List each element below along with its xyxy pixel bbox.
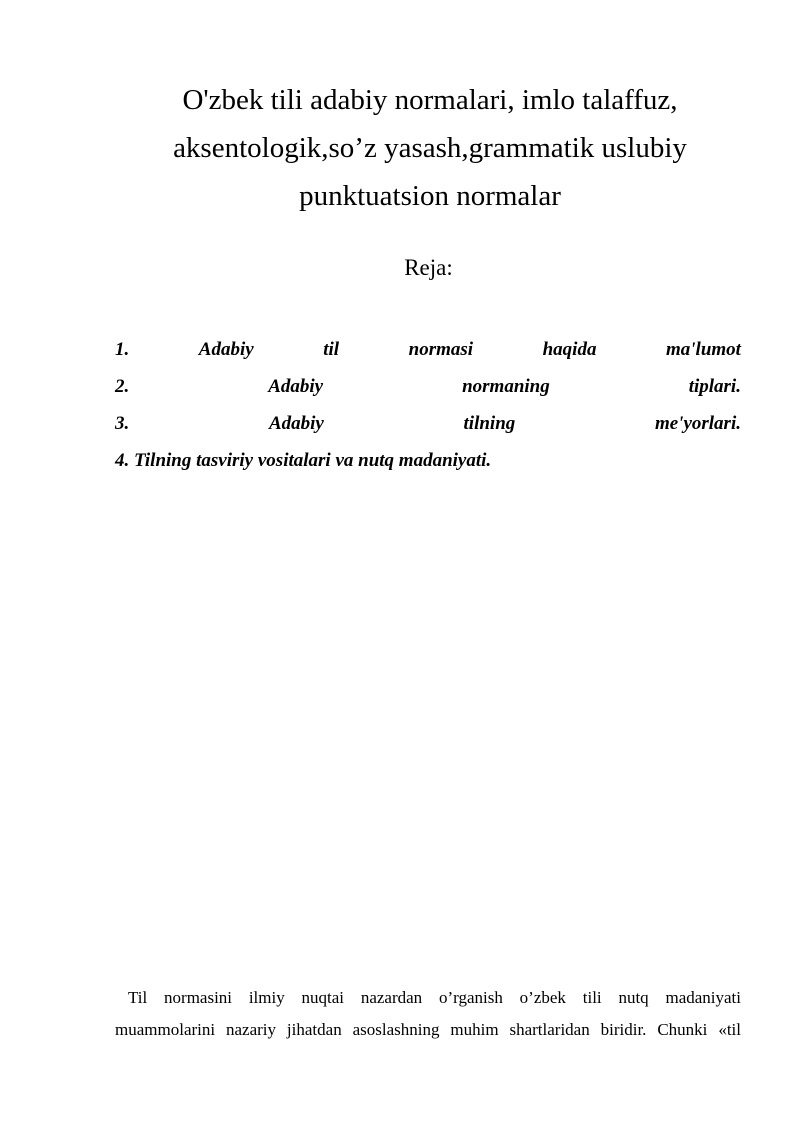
plan-item bbox=[115, 447, 741, 484]
plan-word: 1. bbox=[115, 339, 130, 360]
plan-word: Adabiy bbox=[268, 376, 324, 397]
title-line: aksentologik,so’z yasash,grammatik uslubiy bbox=[173, 132, 687, 164]
plan-word: 2. bbox=[115, 376, 130, 397]
plan-word: normaning bbox=[462, 376, 550, 397]
plan-item bbox=[115, 410, 741, 447]
body-paragraph bbox=[115, 982, 741, 1046]
plan-word: haqida bbox=[542, 339, 597, 360]
plan-word: til bbox=[323, 339, 340, 360]
plan-heading: Reja: bbox=[404, 255, 453, 280]
plan-word: 3. bbox=[115, 413, 130, 434]
plan-word: tilning bbox=[463, 413, 516, 434]
plan-word: ma'lumot bbox=[666, 339, 741, 360]
title-line: O'zbek tili adabiy normalari, imlo talaffuz, bbox=[182, 84, 678, 116]
plan-word: Adabiy bbox=[268, 413, 324, 434]
body-line: Til normasini ilmiy nuqtai nazardan o’rganish o’zbek tili nutq madaniyati bbox=[128, 988, 741, 1007]
title-line: punktuatsion normalar bbox=[299, 180, 561, 212]
plan-word: 4. Tilning tasviriy vositalari va nutq madaniyati. bbox=[115, 450, 492, 471]
body-line: muammolarini nazariy jihatdan asoslashning muhim shartlaridan biridir. Chunki «til bbox=[115, 1020, 741, 1039]
plan-word: Adabiy bbox=[198, 339, 254, 360]
plan-word: normasi bbox=[408, 339, 474, 360]
plan-word: me'yorlari. bbox=[654, 413, 741, 434]
plan-item bbox=[115, 336, 741, 373]
document-title bbox=[100, 76, 760, 220]
plan-word: tiplari. bbox=[688, 376, 741, 397]
plan-list bbox=[115, 336, 741, 484]
plan-item bbox=[115, 373, 741, 410]
